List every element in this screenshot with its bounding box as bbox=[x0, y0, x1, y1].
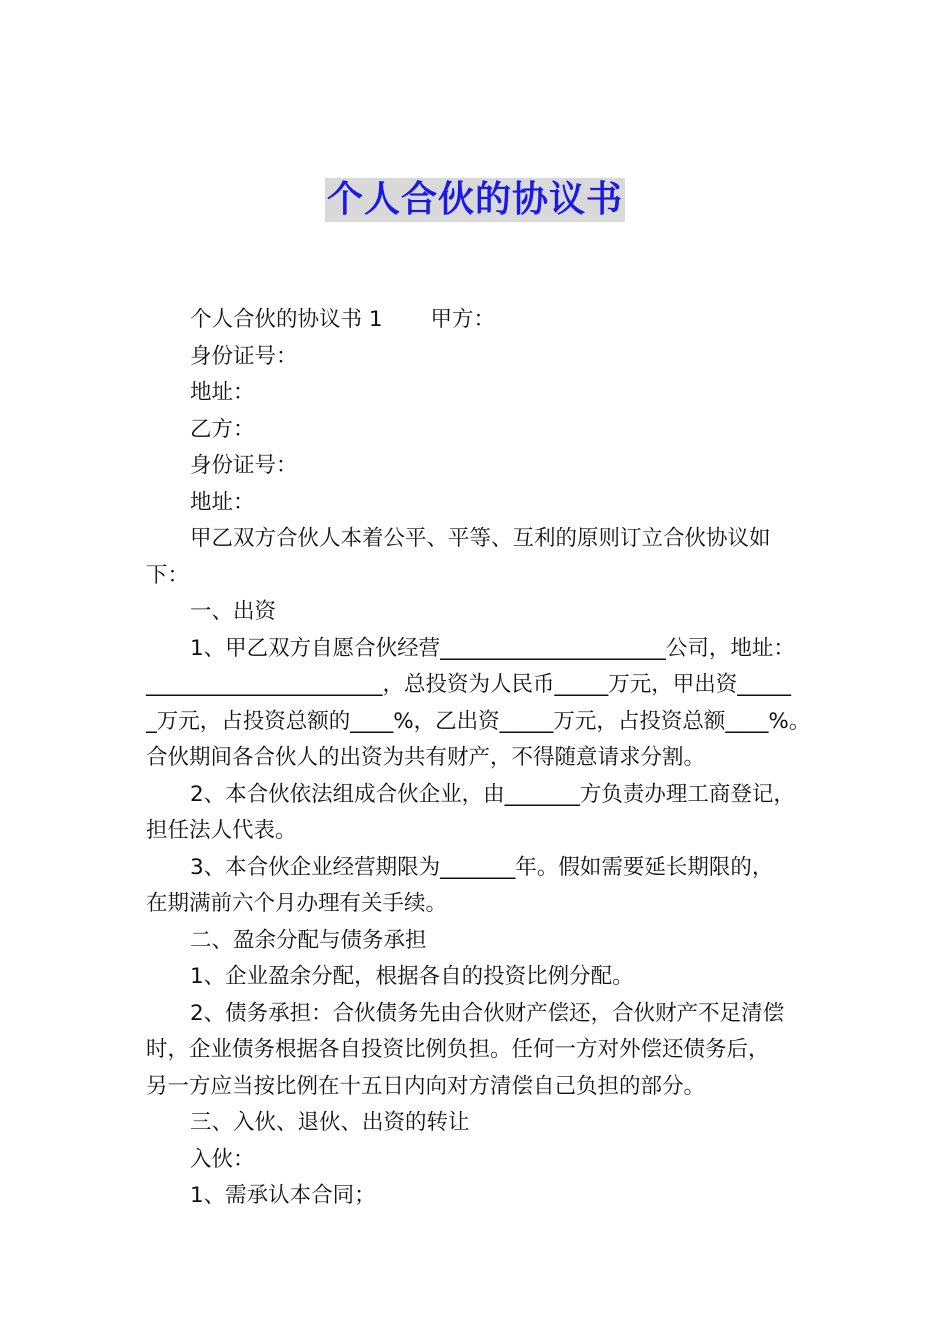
party-b-address-line: 地址： bbox=[190, 489, 255, 515]
party-b-id-line: 身份证号： bbox=[190, 453, 298, 478]
intro-line-2: 下： bbox=[146, 562, 190, 588]
party-a-address-line: 地址： bbox=[190, 380, 255, 405]
s3-p1-line: 1、需承认本合同； bbox=[190, 1183, 376, 1208]
header-left-text: 个人合伙的协议书 1 bbox=[190, 307, 383, 332]
s1-p3-line-2: 在期满前六个月办理有关手续。 bbox=[146, 891, 448, 916]
section-2-heading: 二、盈余分配与债务承担 bbox=[190, 927, 427, 953]
s1-p1-line-3: _万元，占投资总额的____%，乙出资_____万元，占投资总额____%。 bbox=[146, 708, 811, 734]
s2-p2-line-2: 时，企业债务根据各自投资比例负担。任何一方对外偿还债务后， bbox=[146, 1037, 770, 1062]
s1-p1-line-1: 1、甲乙双方自愿合伙经营_____________________公司，地址： bbox=[190, 635, 795, 661]
party-a-label: 甲方： bbox=[430, 307, 496, 332]
s1-p2-line-1: 2、本合伙依法组成合伙企业，由_______方负责办理工商登记， bbox=[190, 781, 795, 807]
s1-p2-line-2: 担任法人代表。 bbox=[146, 818, 297, 843]
section-3-heading: 三、入伙、退伙、出资的转让 bbox=[190, 1110, 470, 1135]
section-1-heading: 一、出资 bbox=[190, 599, 277, 624]
intro-line-1: 甲乙双方合伙人本着公平、平等、互利的原则订立合伙协议如 bbox=[190, 526, 771, 551]
document-title: 个人合伙的协议书 bbox=[326, 179, 623, 220]
document-body bbox=[146, 302, 818, 1215]
s2-p1-line: 1、企业盈余分配，根据各自的投资比例分配。 bbox=[190, 964, 634, 989]
party-a-id-line: 身份证号： bbox=[190, 343, 298, 369]
s2-p2-line-3: 另一方应当按比例在十五日内向对方清偿自己负担的部分。 bbox=[146, 1073, 706, 1099]
s2-p2-line-1: 2、债务承担：合伙债务先由合伙财产偿还，合伙财产不足清偿 bbox=[190, 1000, 785, 1026]
s3-subheading: 入伙： bbox=[190, 1146, 255, 1172]
header-line bbox=[146, 302, 818, 339]
title-container bbox=[0, 178, 950, 222]
s1-p1-line-4: 合伙期间各合伙人的出资为共有财产，不得随意请求分割。 bbox=[146, 745, 706, 770]
s1-p3-line-1: 3、本合伙企业经营期限为_______年。假如需要延长期限的， bbox=[190, 854, 774, 880]
party-b-line: 乙方： bbox=[190, 416, 255, 442]
s1-p1-line-2: ______________________，总投资为人民币_____万元，甲出资_____ bbox=[146, 672, 792, 697]
